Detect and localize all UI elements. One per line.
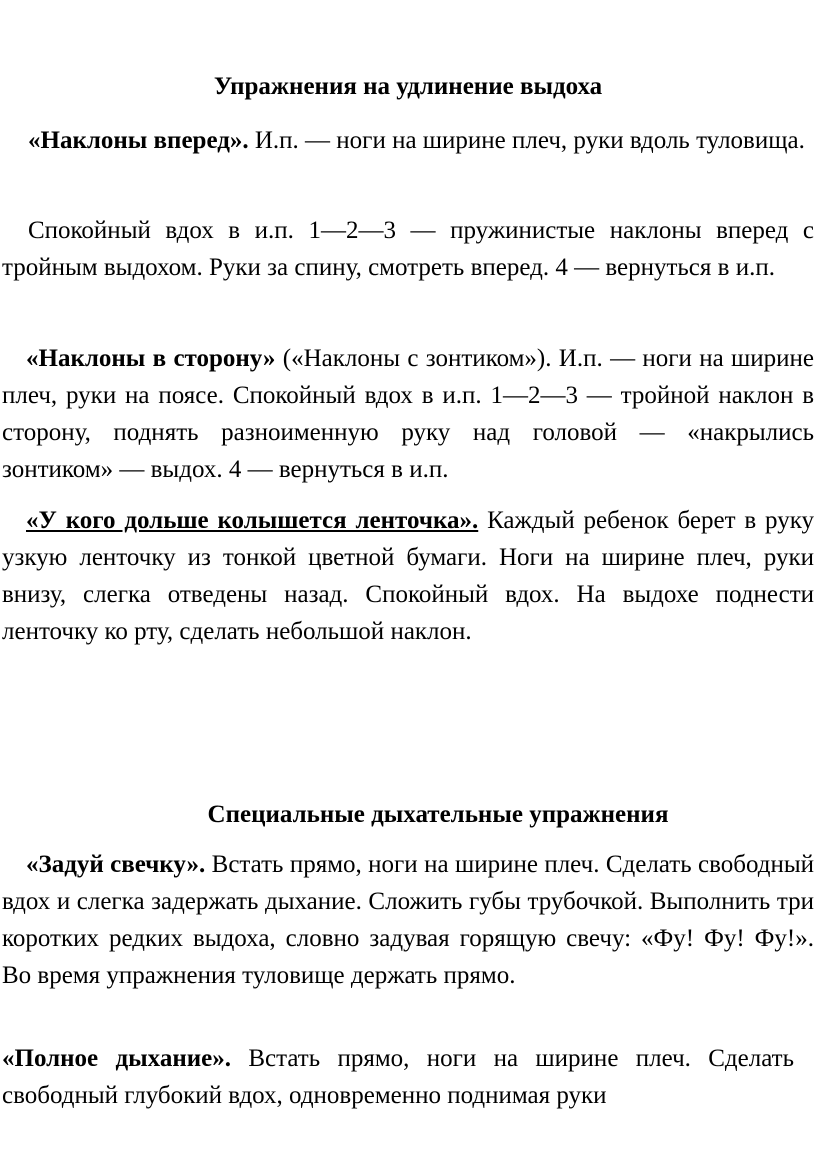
exercise-text-ribbon: Каждый ребенок берет в руку узкую ленточку из тонкой цветной бумаги. Ноги на ширине плеч, руки внизу, слегка отведены назад. Спокойный вдох. На выдохе поднести ленточку ко рту, сделать небольшой наклон. [2, 507, 814, 645]
exercise-details-forward-bends: Спокойный вдох в и.п. 1—2—3 — пружинистые наклоны вперед с тройным выдохом. Руки за спину, смотреть вперед. 4 — вернуться в и.п. [2, 217, 814, 281]
exercise-name-forward-bends: «Наклоны вперед». [28, 127, 249, 154]
section-title-exhale: Упражнения на удлинение выдоха [213, 73, 603, 100]
paragraph-forward-bends [28, 122, 814, 159]
paragraph-ribbon [2, 502, 814, 650]
paragraph-side-bends [2, 340, 814, 488]
exercise-name-full-breath: «Полное дыхание». [2, 1045, 231, 1072]
section-title-special: Специальные дыхательные упражнения [207, 801, 669, 828]
exercise-text-blow-candle: Встать прямо, ноги на ширине плеч. Сделать свободный вдох и слегка задержать дыхание. Сложить губы трубочкой. Выполнить три коротких редких выдоха, словно задувая горящую свечу: «Фу! Фу! Фу!». Во время упражнения туловище держать прямо. [2, 851, 815, 989]
exercise-text-full-breath: Встать прямо, ноги на ширине плеч. Сделать свободный глубокий вдох, одновременно поднимая руки [2, 1045, 794, 1109]
exercise-text-side-bends: («Наклоны с зонтиком»). И.п. — ноги на ширине плеч, руки на поясе. Спокойный вдох в и.п. 1—2—3 — тройной наклон в сторону, поднять разноименную руку над головой — «накрылись зонтиком» — выдох. 4 — вернуться в и.п. [2, 345, 815, 483]
paragraph-forward-bends-details [2, 212, 814, 286]
paragraph-blow-candle [2, 846, 814, 994]
exercise-text-forward-bends: И.п. — ноги на ширине плеч, руки вдоль туловища. [248, 127, 805, 154]
paragraph-full-breath [2, 1040, 794, 1114]
exercise-name-side-bends: «Наклоны в сторону» [26, 345, 276, 372]
exercise-name-blow-candle: «Задуй свечку». [26, 851, 206, 878]
exercise-name-ribbon: «У кого дольше колышется ленточка». [26, 507, 479, 534]
